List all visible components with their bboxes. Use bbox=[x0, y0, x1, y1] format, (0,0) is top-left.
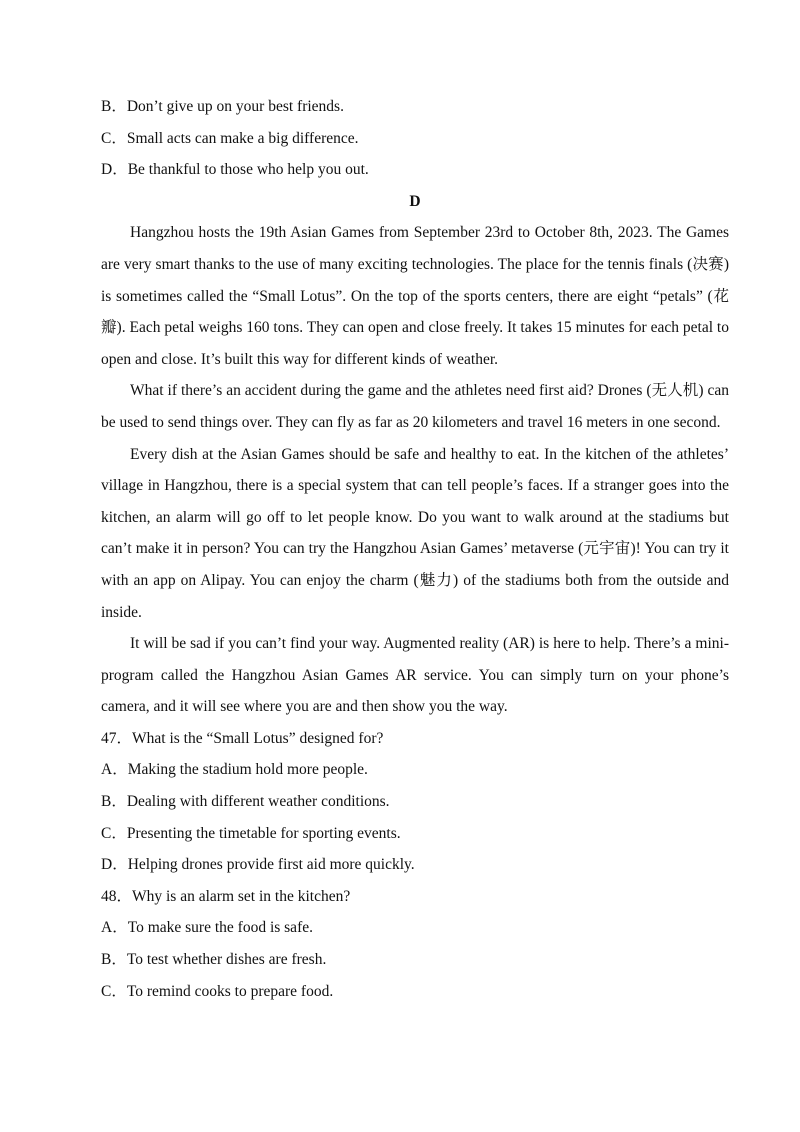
option-c: C．Small acts can make a big difference. bbox=[101, 129, 359, 147]
passage-paragraph-1: Hangzhou hosts the 19th Asian Games from September 23rd to October 8th, 2023. The Games are very smart thanks to the use of many exciting technologies. The place for the tennis finals (决赛) is sometimes called the “Small Lotus”. On the top of the sports centers, there are eight “petals” (花瓣). Each petal weighs 160 tons. They can open and close freely. It takes 15 minutes for each petal to open and close. It’s built this way for different kinds of weather. bbox=[101, 224, 729, 368]
question-47 bbox=[101, 723, 729, 881]
question-48 bbox=[101, 881, 729, 1007]
passage-paragraph-3: Every dish at the Asian Games should be safe and healthy to eat. In the kitchen of the athletes’ village in Hangzhou, there is a special system that can tell people’s faces. If a stranger goes into the kitchen, an alarm will go off to let people know. Do you want to walk around at the stadiums but can’t make it in person? You can try the Hangzhou Asian Games’ metaverse (元宇宙)! You can try it with an app on Alipay. You can enjoy the charm (魅力) of the stadiums both from the outside and inside. bbox=[101, 445, 729, 621]
option-d: D．Helping drones provide first aid more quickly. bbox=[101, 856, 415, 874]
question-stem: 48．Why is an alarm set in the kitchen? bbox=[101, 887, 351, 905]
option-b: B．Don’t give up on your best friends. bbox=[101, 98, 344, 115]
exam-page bbox=[101, 91, 729, 1007]
reading-passage bbox=[101, 217, 729, 723]
passage-paragraph-2: What if there’s an accident during the game and the athletes need first aid? Drones (无人机) can be used to send things over. They can fly as far as 20 kilometers and travel 16 meters in one second. bbox=[101, 382, 729, 431]
option-a: A．To make sure the food is safe. bbox=[101, 919, 313, 937]
section-heading: D bbox=[409, 192, 421, 210]
passage-paragraph-4: It will be sad if you can’t find your way. Augmented reality (AR) is here to help. There’s a mini-program called the Hangzhou Asian Games AR service. You can simply turn on your phone’s camera, and it will see where you are and then show you the way. bbox=[101, 635, 729, 716]
option-c: C．To remind cooks to prepare food. bbox=[101, 982, 334, 1000]
question-stem: 47．What is the “Small Lotus” designed for? bbox=[101, 729, 384, 747]
option-c: C．Presenting the timetable for sporting events. bbox=[101, 824, 401, 842]
option-b: B．To test whether dishes are fresh. bbox=[101, 951, 327, 969]
option-a: A．Making the stadium hold more people. bbox=[101, 761, 368, 779]
previous-question-options bbox=[101, 91, 729, 186]
option-d: D．Be thankful to those who help you out. bbox=[101, 161, 369, 179]
option-b: B．Dealing with different weather conditions. bbox=[101, 793, 390, 811]
